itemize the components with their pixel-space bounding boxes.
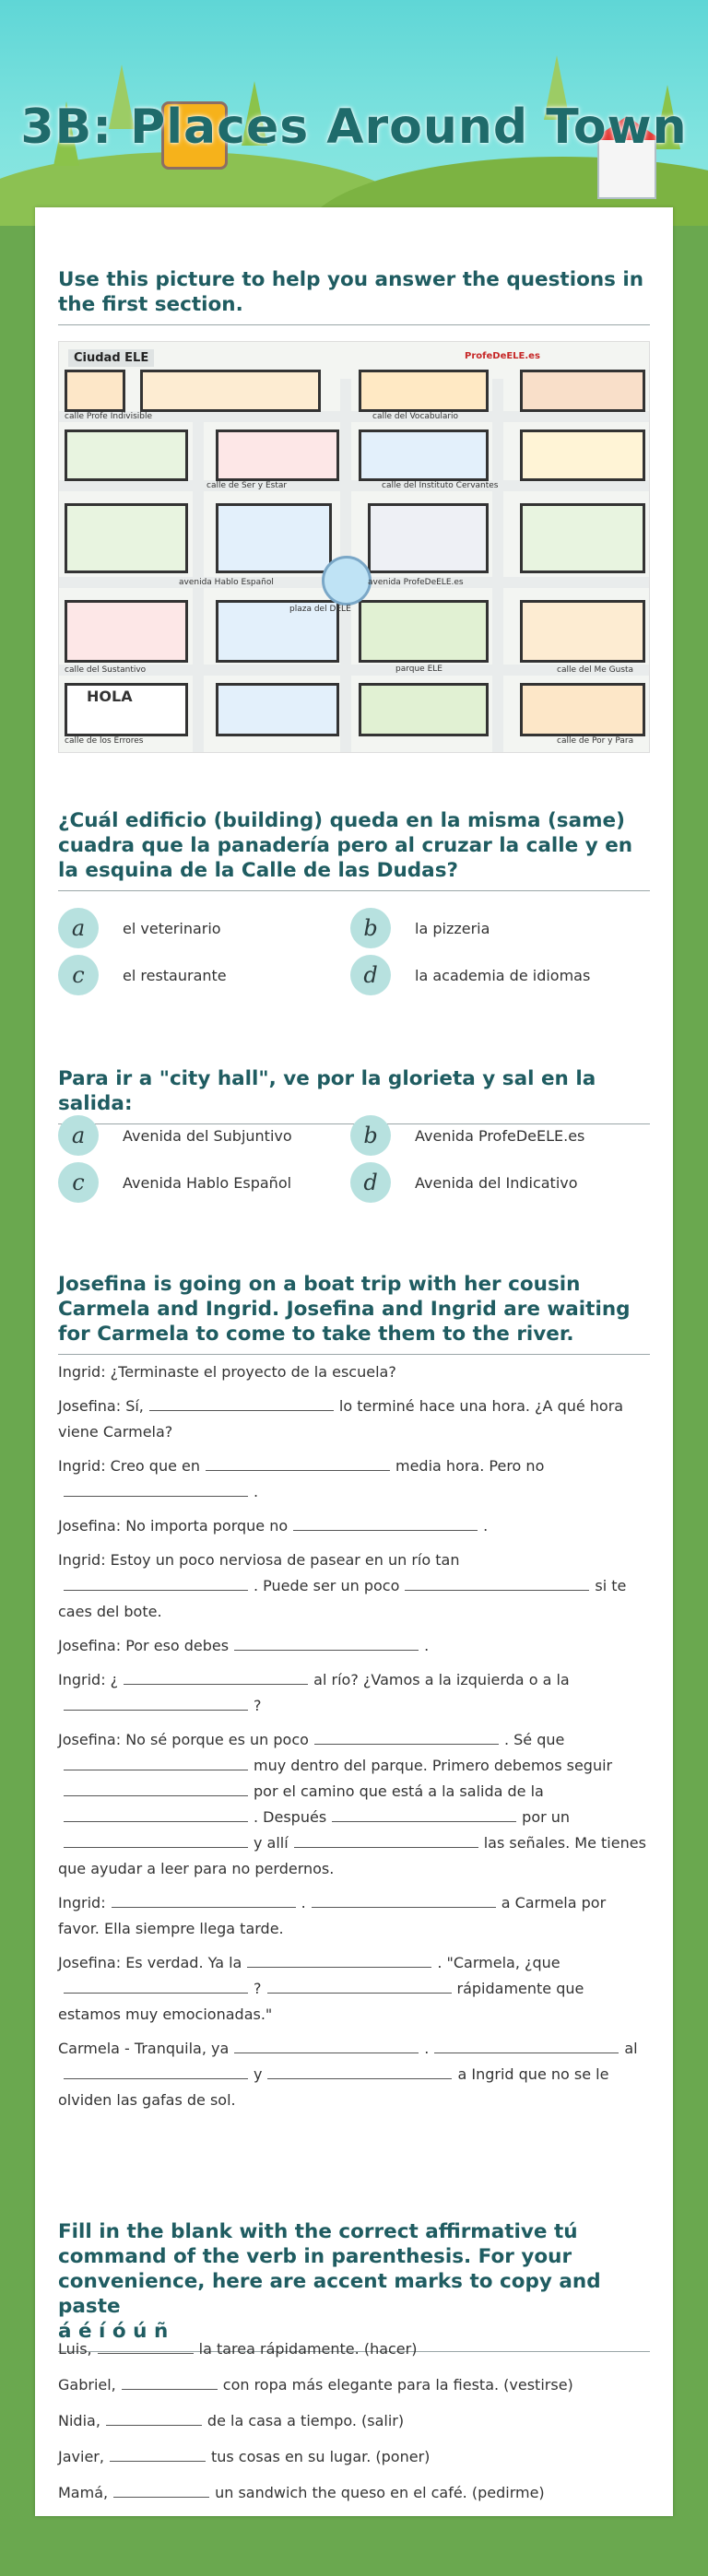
line-text: . [483, 1517, 489, 1535]
map-building [520, 370, 645, 412]
line-text: media hora. Pero no [395, 1457, 545, 1475]
line-text: . [301, 1894, 306, 1911]
line-text: a Ingrid que no se le olviden las gafas de sol. [58, 2065, 609, 2109]
accent-marks: á é í ó ú ñ [58, 2320, 169, 2343]
answer-option-c[interactable] [58, 955, 227, 995]
divider [58, 890, 650, 891]
command-item [58, 2480, 648, 2506]
section-heading: Josefina is going on a boat trip with her cousin Carmela and Ingrid. Josefina and Ingrid are waiting for Carmela to come to take them to the river. [58, 1273, 631, 1346]
street-label: calle de Por y Para [557, 736, 634, 746]
command-items [58, 2336, 648, 2516]
blank-field[interactable] [64, 1573, 248, 1591]
option-text: Avenida ProfeDeELE.es [415, 1126, 585, 1145]
section-heading: Use this picture to help you answer the questions in the first section. [58, 268, 644, 316]
answer-option-b[interactable] [350, 1115, 584, 1156]
line-text: . Puede ser un poco [254, 1577, 400, 1594]
blank-field[interactable] [234, 2036, 419, 2053]
line-text: ? [254, 1697, 262, 1714]
answer-option-d[interactable] [350, 1162, 578, 1203]
place-label: plaza del DELE [289, 605, 351, 614]
blank-field[interactable] [64, 1479, 248, 1497]
blank-field[interactable] [267, 1976, 452, 1994]
blank-field[interactable] [124, 1667, 308, 1685]
blank-field[interactable] [64, 1830, 248, 1848]
map-building [359, 600, 489, 663]
answer-option-a[interactable] [58, 908, 221, 948]
line-text: por el camino que está a la salida de la [254, 1782, 544, 1800]
answer-option-a[interactable] [58, 1115, 292, 1156]
option-letter: c [58, 1162, 99, 1203]
item-text: tus cosas en su lugar. (poner) [210, 2448, 431, 2465]
city-map [58, 341, 650, 753]
blank-field[interactable] [64, 1693, 248, 1711]
blank-field[interactable] [149, 1394, 334, 1411]
command-item [58, 2444, 648, 2470]
place-label: HOLA [87, 688, 133, 705]
street-label: avenida Hablo Español [179, 578, 274, 587]
map-building [520, 600, 645, 663]
line-text: Josefina: Sí, [58, 1397, 144, 1415]
line-text: Ingrid: Estoy un poco nerviosa de pasear en un río tan [58, 1551, 460, 1569]
map-building [140, 370, 321, 412]
line-text: . [254, 1483, 259, 1500]
map-building [65, 600, 188, 663]
divider [58, 1354, 650, 1355]
answer-option-c[interactable] [58, 1162, 291, 1203]
option-letter: b [350, 1115, 391, 1156]
map-brand: ProfeDeELE.es [465, 351, 540, 361]
dialogue-line [58, 1667, 648, 1719]
blank-field[interactable] [234, 1633, 419, 1651]
blank-field[interactable] [247, 1950, 431, 1968]
question-text: Para ir a "city hall", ve por la glorieta y sal en la salida: [58, 1067, 596, 1115]
line-text: Ingrid: ¿Terminaste el proyecto de la escuela? [58, 1363, 396, 1381]
option-text: la pizzeria [415, 919, 490, 937]
line-text: Ingrid: ¿ [58, 1671, 119, 1688]
command-item [58, 2372, 648, 2398]
answer-option-d[interactable] [350, 955, 590, 995]
blank-field[interactable] [294, 1830, 478, 1848]
street-label: calle del Sustantivo [65, 665, 147, 675]
line-text: al [624, 2040, 638, 2057]
question-1 [58, 808, 650, 891]
blank-field[interactable] [267, 2062, 452, 2079]
dialogue-line [58, 1394, 648, 1445]
line-text: . "Carmela, ¿que [437, 1954, 560, 1971]
dialogue-line [58, 2036, 648, 2113]
map-building [65, 370, 125, 412]
line-text: Ingrid: Creo que en [58, 1457, 200, 1475]
map-building [65, 503, 188, 573]
fill-in-section [58, 2219, 650, 2352]
item-text: con ropa más elegante para la fiesta. (vestirse) [222, 2376, 573, 2394]
line-text: y allí [254, 1834, 289, 1852]
line-text: . Sé que [503, 1731, 565, 1748]
place-label: parque ELE [395, 665, 442, 674]
item-name: Nidia, [58, 2412, 100, 2429]
line-text: lo terminé hace una hora. ¿A qué hora viene Carmela? [58, 1397, 624, 1441]
blank-field[interactable] [98, 2336, 194, 2354]
line-text: si te caes del bote. [58, 1577, 627, 1620]
header-banner [0, 0, 708, 226]
line-text: . [424, 1637, 430, 1654]
map-building [65, 429, 188, 481]
blank-field[interactable] [293, 1513, 478, 1531]
blank-field[interactable] [122, 2372, 218, 2390]
dialogue-line [58, 1513, 648, 1539]
map-building [216, 503, 332, 573]
line-text: al río? ¿Vamos a la izquierda o a la [313, 1671, 570, 1688]
option-letter: a [58, 908, 99, 948]
line-text: Josefina: No sé porque es un poco [58, 1731, 309, 1748]
street-label: calle de los Errores [65, 736, 144, 746]
map-building [216, 683, 339, 736]
line-text: . Después [254, 1808, 327, 1826]
divider [58, 324, 650, 325]
item-name: Luis, [58, 2340, 92, 2358]
line-text: Josefina: Es verdad. Ya la [58, 1954, 242, 1971]
heading-text: Fill in the blank with the correct affirmative tú command of the verb in parenthesis. For your convenience, here are accent marks to copy and paste [58, 2220, 601, 2318]
option-letter: a [58, 1115, 99, 1156]
option-text: el restaurante [123, 966, 227, 984]
blank-field[interactable] [110, 2444, 206, 2462]
question-text: ¿Cuál edificio (building) queda en la misma (same) cuadra que la panadería pero al cruzar la calle y en la esquina de la Calle de las Dudas? [58, 809, 633, 882]
command-item [58, 2408, 648, 2434]
option-letter: d [350, 1162, 391, 1203]
option-letter: c [58, 955, 99, 995]
option-text: la academia de idiomas [415, 966, 591, 984]
line-text: . [424, 2040, 430, 2057]
map-building [520, 429, 645, 481]
blank-field[interactable] [64, 1805, 248, 1822]
street-label: calle Profe Indivisible [65, 412, 153, 421]
line-text: y [254, 2065, 263, 2083]
picture-section [58, 267, 650, 325]
page-footer-strip [0, 2525, 708, 2576]
item-name: Javier, [58, 2448, 104, 2465]
option-text: Avenida del Indicativo [415, 1173, 578, 1192]
blank-field[interactable] [64, 1753, 248, 1770]
map-building [520, 683, 645, 736]
map-city-name: Ciudad ELE [68, 349, 154, 367]
dialogue-line [58, 1633, 648, 1659]
roundabout-fountain [322, 556, 372, 606]
line-text: por un [522, 1808, 571, 1826]
street-label: calle del Instituto Cervantes [382, 481, 499, 490]
page-title: 3B: Places Around Town [20, 100, 688, 155]
map-building [359, 429, 489, 481]
section-heading [58, 2219, 650, 2344]
dialogue-line [58, 1547, 648, 1625]
dialogue-line [58, 1727, 648, 1882]
street-label: calle del Me Gusta [557, 665, 634, 675]
blank-field[interactable] [64, 2062, 248, 2079]
blank-field[interactable] [332, 1805, 516, 1822]
dialogue-line [58, 1453, 648, 1505]
story-section [58, 1272, 650, 1355]
answer-option-b[interactable] [350, 908, 490, 948]
dialogue-line [58, 1950, 648, 2028]
line-text: las señales. Me tienes que ayudar a leer para no perdernos. [58, 1834, 646, 1877]
item-text: la tarea rápidamente. (hacer) [198, 2340, 418, 2358]
street-label: avenida ProfeDeELE.es [368, 578, 464, 587]
blank-field[interactable] [64, 1779, 248, 1796]
map-building [368, 503, 489, 573]
option-letter: b [350, 908, 391, 948]
line-text: rápidamente que estamos muy emocionadas." [58, 1980, 584, 2023]
worksheet-card [35, 207, 673, 2516]
blank-field[interactable] [106, 2408, 202, 2426]
dialogue-line [58, 1890, 648, 1942]
line-text: ? [254, 1980, 262, 1997]
street-label: calle de Ser y Estar [206, 481, 288, 490]
line-text: Josefina: No importa porque no [58, 1517, 289, 1535]
blank-field[interactable] [314, 1727, 499, 1745]
blank-field[interactable] [312, 1890, 496, 1908]
dialogue-line [58, 1359, 648, 1385]
option-letter: d [350, 955, 391, 995]
line-text: muy dentro del parque. Primero debemos seguir [254, 1757, 613, 1774]
blank-field[interactable] [112, 1890, 296, 1908]
command-item [58, 2336, 648, 2362]
map-building [359, 370, 489, 412]
option-text: Avenida del Subjuntivo [123, 1126, 292, 1145]
line-text: Carmela - Tranquila, ya [58, 2040, 230, 2057]
map-building [520, 503, 645, 573]
item-name: Mamá, [58, 2484, 109, 2501]
item-text: un sandwich the queso en el café. (pedirme) [215, 2484, 545, 2501]
line-text: Ingrid: [58, 1894, 106, 1911]
street-label: calle del Vocabulario [372, 412, 459, 421]
line-text: a Carmela por favor. Ella siempre llega tarde. [58, 1894, 607, 1937]
line-text: Josefina: Por eso debes [58, 1637, 230, 1654]
map-building [216, 429, 339, 481]
map-building [359, 683, 489, 736]
item-name: Gabriel, [58, 2376, 116, 2394]
blank-field[interactable] [64, 1976, 248, 1994]
blank-field[interactable] [405, 1573, 589, 1591]
dialogue [58, 1359, 648, 2122]
blank-field[interactable] [434, 2036, 619, 2053]
blank-field[interactable] [206, 1453, 390, 1471]
item-text: de la casa a tiempo. (salir) [206, 2412, 405, 2429]
option-text: Avenida Hablo Español [123, 1173, 292, 1192]
blank-field[interactable] [113, 2480, 209, 2498]
option-text: el veterinario [123, 919, 221, 937]
